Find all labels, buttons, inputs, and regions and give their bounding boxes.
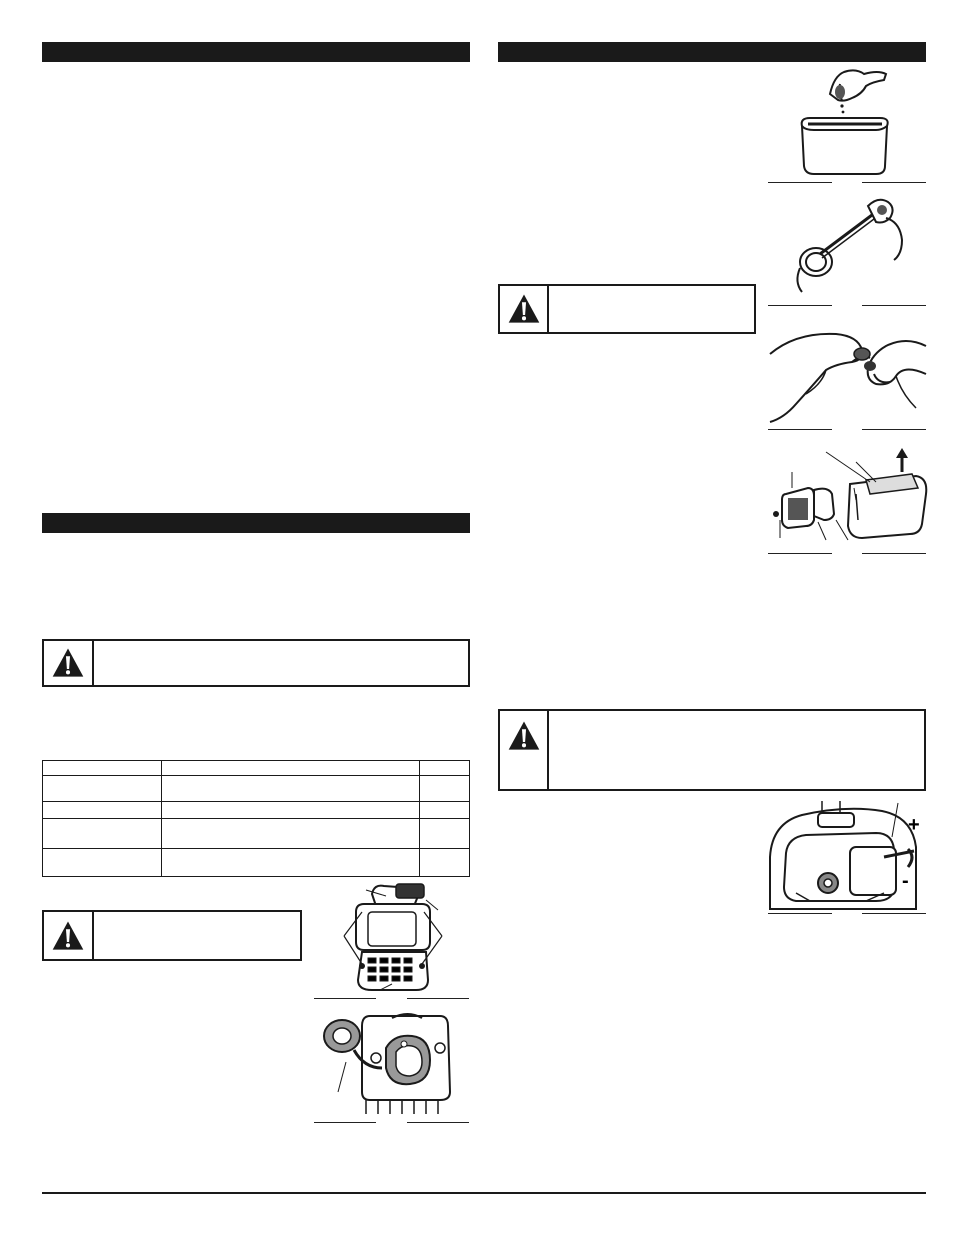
- spark-plug-illustration-icon: [790, 192, 910, 300]
- warning-triangle-icon: [507, 719, 541, 753]
- air-filter-assembly-illustration-icon: [766, 444, 928, 548]
- figure-caption-line: [314, 1122, 376, 1123]
- figure-caption-line: [768, 305, 832, 306]
- warning-triangle-icon: [51, 646, 85, 680]
- figure-caption-line: [768, 913, 832, 914]
- warning-box-right-1: [498, 284, 756, 334]
- footer-rule: [42, 1192, 926, 1194]
- warning-triangle-icon: [51, 919, 85, 953]
- muffler-gasket-illustration-icon: [318, 1008, 466, 1118]
- table-row: [43, 776, 470, 802]
- figure-caption-line: [407, 1122, 469, 1123]
- svg-text:+: +: [908, 814, 920, 836]
- svg-text:-: -: [902, 870, 909, 892]
- table-row: [43, 761, 470, 776]
- figure-caption-line: [862, 553, 926, 554]
- spec-table: [42, 760, 470, 877]
- figure-caption-line: [768, 182, 832, 183]
- table-row: [43, 819, 470, 849]
- figure-caption-line: [314, 998, 376, 999]
- section-header-bar-top-left: [42, 42, 470, 62]
- table-row: [43, 802, 470, 819]
- figure-caption-line: [768, 553, 832, 554]
- figure-caption-line: [862, 429, 926, 430]
- hand-adjust-illustration-icon: [766, 324, 928, 428]
- warning-box-left-1: [42, 639, 470, 687]
- warning-box-right-2: [498, 709, 926, 791]
- figure-caption-line: [407, 998, 469, 999]
- filter-oiling-illustration-icon: [790, 64, 900, 180]
- figure-caption-line: [862, 182, 926, 183]
- warning-triangle-icon: [507, 292, 541, 326]
- table-row: [43, 849, 470, 877]
- section-header-bar-middle-left: [42, 513, 470, 533]
- warning-box-left-2: [42, 910, 302, 961]
- carburetor-illustration-icon: [766, 797, 928, 913]
- figure-caption-line: [768, 429, 832, 430]
- section-header-bar-top-right: [498, 42, 926, 62]
- figure-caption-line: [862, 305, 926, 306]
- engine-cover-illustration-icon: [318, 880, 466, 994]
- figure-caption-line: [862, 913, 926, 914]
